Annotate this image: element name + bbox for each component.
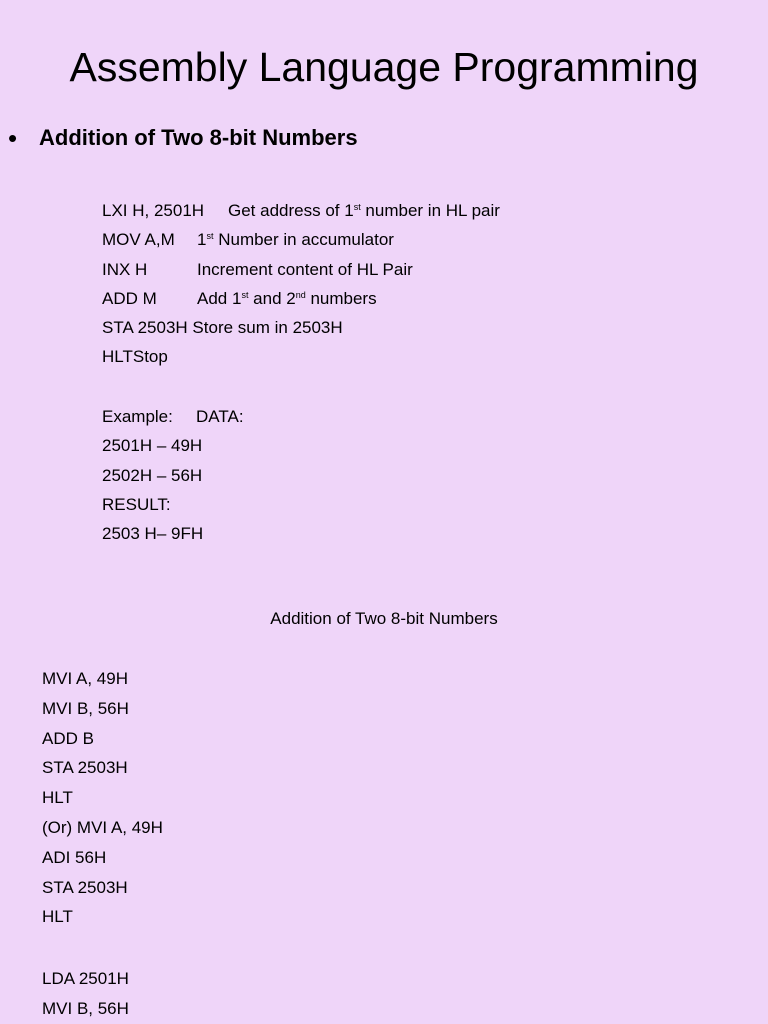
comment (197, 289, 377, 308)
code-line (102, 313, 500, 342)
bullet-heading-text: Addition of Two 8-bit Numbers (39, 125, 358, 150)
comment: Stop (132, 347, 168, 367)
result-line: 2503 H– 9FH (102, 524, 204, 544)
list-item: ADI 56H (42, 847, 107, 867)
list-item: LDA 2501H (42, 969, 129, 989)
comment-text: numbers (305, 288, 377, 308)
data-label: DATA: (196, 407, 244, 426)
list-item: HLT (42, 907, 73, 927)
comment: Increment content of HL Pair (197, 259, 413, 279)
list-item: ADD B (42, 728, 94, 748)
comment-text: Add 1 (197, 288, 242, 308)
list-item: MVI A, 49H (42, 669, 128, 688)
data-line: 2501H – 49H (102, 436, 203, 456)
section-subtitle: Addition of Two 8-bit Numbers (270, 609, 498, 628)
code-line (102, 196, 500, 225)
instruction: MOV A,M (102, 230, 175, 250)
list-item: HLT (42, 788, 73, 808)
code-line (102, 255, 500, 284)
result-label: RESULT: (102, 494, 171, 514)
comment-text: 1 (197, 230, 207, 250)
bullet-dot-icon: • (8, 123, 18, 153)
comment (197, 230, 394, 249)
list-item: MVI B, 56H (42, 998, 129, 1018)
instruction: ADD M (102, 288, 157, 308)
superscript: nd (295, 289, 306, 300)
instruction: LXI H, 2501H (102, 201, 205, 220)
instruction: STA 2503H (102, 318, 188, 338)
comment: Store sum in 2503H (192, 318, 343, 338)
page-title: Assembly Language Programming (69, 44, 699, 90)
code-line (102, 342, 500, 371)
list-item: STA 2503H (42, 758, 128, 778)
comment-text: number in HL pair (360, 201, 500, 220)
example-label: Example: (102, 407, 173, 426)
list-item: (Or) MVI A, 49H (42, 817, 163, 837)
comment-text: and 2 (248, 288, 296, 308)
superscript: st (353, 202, 361, 212)
superscript: st (241, 289, 249, 300)
example-block (102, 402, 244, 548)
instruction: HLT (102, 347, 133, 367)
code-line (102, 284, 500, 313)
code-line (102, 225, 500, 254)
example-header (102, 402, 244, 431)
list-item: MVI B, 56H (42, 698, 129, 718)
list-item: STA 2503H (42, 877, 128, 897)
data-line: 2502H – 56H (102, 465, 203, 485)
bullet-heading (8, 122, 358, 154)
comment (228, 201, 500, 220)
spacer (42, 932, 163, 964)
comment-text: Number in accumulator (213, 230, 394, 250)
comment-text: Get address of 1 (228, 201, 354, 220)
program-2 (42, 664, 163, 1024)
instruction: INX H (102, 259, 148, 279)
program-1 (102, 196, 500, 372)
superscript: st (206, 231, 214, 242)
